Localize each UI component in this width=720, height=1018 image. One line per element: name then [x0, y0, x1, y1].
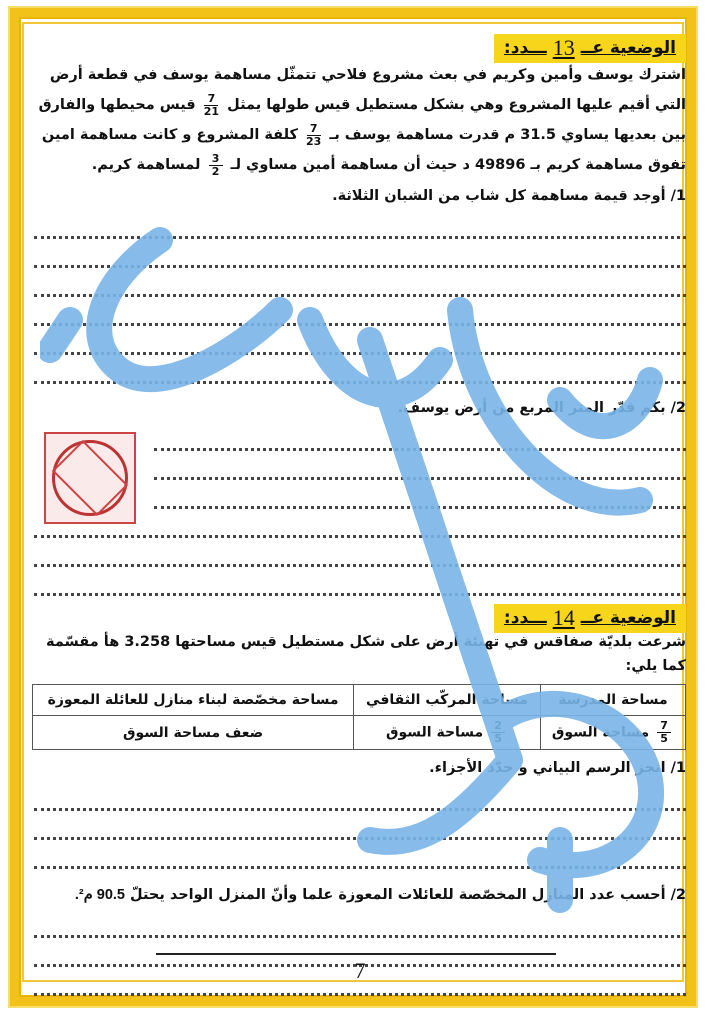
answer-line[interactable] [34, 782, 686, 811]
answer-line[interactable] [34, 268, 686, 297]
answer-line[interactable] [34, 538, 686, 567]
footer-rule [156, 953, 556, 955]
question-2-value: 90.5 م². [74, 887, 125, 903]
situation-14-question-1: 1/ انجز الرسم البياني و حدّد الأجزاء. [429, 760, 686, 776]
situation-14-heading-prefix: الوضعية عــ [580, 608, 676, 628]
question-2-text: 2/ أحسب عدد المنازل المخصّصة للعائلات المعوزة علما وأنّ المنزل الواحد يحتلّ [130, 887, 686, 903]
paragraph-part-2: قيس محيطها والفارق بين بعديها يساوي 31.5 م قدرت مساهمة يوسف بـ [38, 97, 686, 143]
table-cell-text: مساحة السوق [386, 724, 484, 741]
situation-14-heading [494, 604, 686, 633]
answer-line[interactable] [34, 297, 686, 326]
page-number: 7 [354, 958, 366, 983]
fraction-denominator: 5 [494, 732, 502, 745]
situation-14-heading-suffix: ـــدد: [503, 608, 547, 628]
fraction-7-21 [204, 93, 219, 118]
area-distribution-table [32, 684, 686, 750]
answer-line[interactable] [34, 811, 686, 840]
situation-13-question-1: 1/ أوجد قيمة مساهمة كل شاب من الشبان الثلاثة. [332, 188, 686, 204]
fraction-3-2 [209, 153, 223, 178]
answer-line[interactable] [154, 422, 686, 451]
fraction-denominator: 5 [660, 732, 668, 745]
fraction-numerator: 7 [309, 121, 318, 135]
table-cell-housing: ضعف مساحة السوق [33, 716, 354, 750]
situation-14-heading-row [34, 604, 686, 630]
fraction-numerator: 2 [494, 719, 502, 732]
answer-line[interactable] [154, 480, 686, 509]
school-stamp-icon [44, 432, 136, 524]
situation-13-number: 13 [552, 35, 575, 60]
table-header-cell: مساحة المركّب الثقافي [354, 685, 541, 716]
answer-line[interactable] [34, 567, 686, 596]
answer-line[interactable] [34, 326, 686, 355]
situation-14-number: 14 [552, 605, 575, 630]
table-header-row [33, 685, 686, 716]
situation-14-intro: شرعت بلديّة صفاقس في تهيئة أرض على شكل مستطيل قيس مساحتها 3.258 هأ مقسّمة كما يلي: [46, 634, 686, 674]
situation-14-question-2 [34, 883, 686, 907]
paragraph-part-4: لمساهمة كريم. [91, 157, 201, 173]
answer-line[interactable] [34, 239, 686, 268]
fraction-numerator: 3 [211, 151, 220, 165]
fraction-denominator: 23 [305, 134, 322, 148]
answer-line[interactable] [34, 210, 686, 239]
table-cell-text: مساحة السوق [551, 724, 650, 741]
situation-13-heading [494, 34, 686, 63]
table-row [33, 716, 686, 750]
table-header-cell: مساحة مخصّصة لبناء منازل للعائلة المعوزة [33, 685, 354, 716]
fraction-numerator: 7 [207, 91, 216, 105]
table-header-cell: مساحة المدرسة [540, 685, 685, 716]
fraction-denominator: 21 [203, 104, 220, 118]
situation-13-question-2: 2/ بكم قدّر المتر المربع من أرض يوسف. [397, 400, 686, 416]
situation-13-heading-row [34, 34, 686, 60]
answer-line[interactable] [34, 840, 686, 869]
fraction-7-5 [657, 720, 671, 745]
fraction-7-23 [306, 123, 321, 148]
paragraph-part-3: كلفة المشروع و كانت مساهمة امين تفوق مساهمة كريم بـ 49896 د حيث أن مساهمة أمين مساوي لـ [41, 127, 686, 173]
situation-13-heading-suffix: ـــدد: [503, 38, 547, 58]
fraction-denominator: 2 [211, 164, 220, 178]
table-cell-cultural [354, 716, 541, 750]
answer-line[interactable] [34, 909, 686, 938]
answer-line[interactable] [34, 355, 686, 384]
situation-13-paragraph [34, 60, 686, 180]
situation-13-heading-prefix: الوضعية عــ [580, 38, 676, 58]
paragraph-part-1: اشترك يوسف وأمين وكريم في بعث مشروع فلاحي تتمثّل مساهمة يوسف في قطعة أرض التي أقيم عليها المشروع وهي بشكل مستطيل قيس طولها يمثل [49, 67, 686, 113]
fraction-2-5 [491, 720, 505, 745]
answer-line[interactable] [154, 451, 686, 480]
fraction-numerator: 7 [660, 719, 668, 732]
table-cell-school [540, 716, 685, 750]
